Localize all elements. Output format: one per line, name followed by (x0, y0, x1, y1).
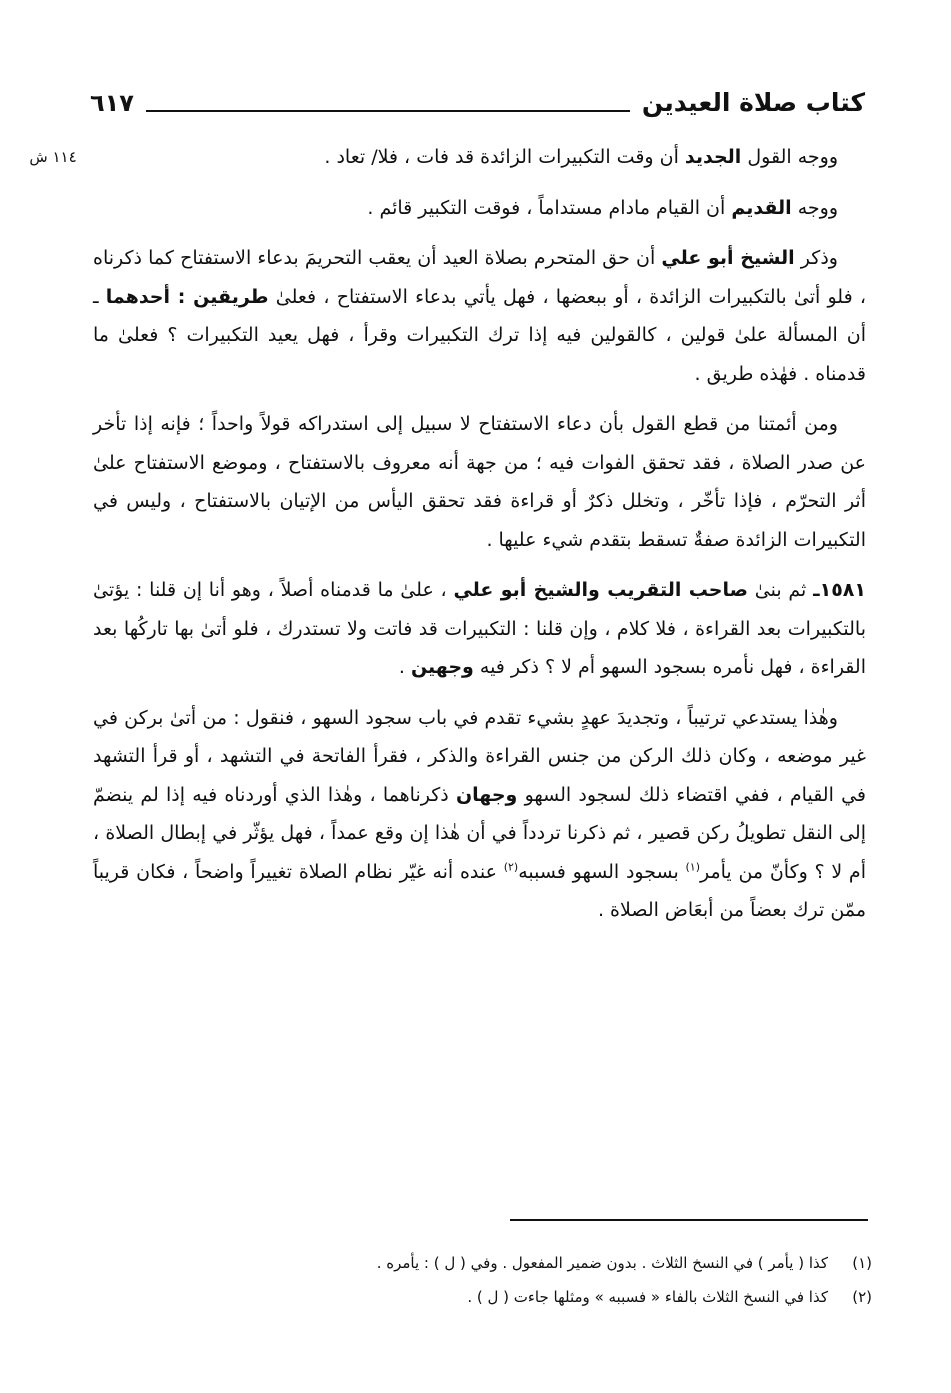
bold-term: القديم (731, 196, 792, 219)
header-rule (146, 110, 630, 112)
margin-note: ١١٤ ش (29, 148, 77, 166)
footnote-number: (٢) (852, 1288, 872, 1306)
footnote (150, 1280, 872, 1314)
text-run: . (398, 656, 411, 678)
text-run: ، علىٰ ما قدمناه أصلاً ، وهو أنا إن قلنا : يؤتىٰ بالتكبيرات بعد القراءة ، فلا كلام ، وإن قلنا : التكبيرات قد فاتت ولا تستدرك ، فلو أتىٰ بها تاركُها بعد القراءة ، فهل نأمره بسجود السهو أم لا ؟ ذكر فيه (93, 579, 866, 678)
footnote-number: (١) (852, 1254, 872, 1272)
main-text (93, 138, 866, 942)
paragraph (93, 699, 866, 930)
text-run: ثم بنىٰ (748, 579, 814, 601)
paragraph (93, 405, 866, 559)
text-run: عنده أنه غيّر نظام الصلاة تغييراً واضحاً ، فكان قريباً ممّن ترك بعضاً من أبعَاض الصلاة . (93, 860, 866, 921)
footnote (150, 1246, 872, 1280)
footnote-marker: (٢) (503, 860, 519, 874)
footnote-marker: (١) (685, 860, 700, 874)
text-run: وذكر (794, 247, 838, 269)
bold-term: ١٥٨١ـ (813, 579, 866, 601)
paragraph (93, 571, 866, 687)
text-run: أن القيام مادام مستداماً ، فوقت التكبير قائم . (367, 196, 732, 219)
running-title: كتاب صلاة العيدين (641, 88, 865, 117)
bold-term: وجهين (410, 656, 474, 678)
bold-term: الشيخ أبو علي (661, 247, 795, 269)
paragraph (93, 239, 866, 393)
bold-term: طريقين : أحدهما (105, 285, 269, 308)
page-header (90, 78, 865, 118)
text-run: ومن أئمتنا من قطع القول بأن دعاء الاستفتاح لا سبيل إلى استدراكه قولاً واحداً ؛ فإنه إذا تأخر عن صدر الصلاة ، فقد تحقق الفوات فيه ؛ من جهة أنه معروف بالاستفتاح ، وموضع الاستفتاح علىٰ أثر التحرّم ، فإذا تأخّر ، وتخلل ذكرٌ أو قراءة فقد تحقق اليأس من الإتيان بالاستفتاح ، وليس في التكبيرات الزائدة صفةٌ تسقط بتقدم شيء عليها . (93, 413, 866, 551)
text-run: ووجه (791, 196, 838, 219)
text-run: بسجود السهو فسببه (518, 860, 686, 883)
page-number: ٦١٧ (90, 89, 134, 117)
text-run: ـ أن المسألة علىٰ قولين ، كالقولين فيه إذا ترك التكبيرات وقرأ ، فهل يعيد التكبيرات ؟ فعلىٰ ما قدمناه . فهٰذه طريق . (93, 285, 866, 385)
footnote-rule (510, 1219, 868, 1221)
paragraph (93, 189, 866, 228)
text-run: أن حق المتحرم بصلاة العيد أن يعقب التحريمَ بدعاء الاستفتاح كما ذكرناه ، فلو أتىٰ بالتكبيرات الزائدة ، أو ببعضها ، فهل يأتي بدعاء الاستفتاح ، فعلىٰ (93, 247, 867, 308)
footnote-text: كذا في النسخ الثلاث بالفاء « فسببه » ومثلها جاءت ( ل ) . (467, 1288, 828, 1306)
text-run: وهٰذا يستدعي ترتيباً ، وتجديدَ عهدٍ بشيء تقدم في باب سجود السهو ، فنقول : من أتىٰ بركن في غير موضعه ، وكان ذلك الركن من جنس القراءة والذكر ، فقرأ الفاتحة في التشهد ، أو قرأ التشهد في القيام ، ففي اقتضاء ذلك لسجود السهو (93, 706, 866, 806)
footnotes (150, 1246, 872, 1314)
paragraph (93, 138, 866, 177)
text-run: ذكرناهما ، وهٰذا الذي أوردناه فيه إذا لم ينضمّ إلى النقل تطويلُ ركن قصير ، ثم ذكرنا تردداً في أن هٰذا إن وقع عمداً ، فهل يؤثّر في إبطال الصلاة ، أم لا ؟ وكأنّ من يأمر (93, 783, 866, 883)
footnote-text: كذا ( يأمر ) في النسخ الثلاث . بدون ضمير المفعول . وفي ( ل ) : يأمره . (376, 1254, 828, 1272)
bold-term: الجديد (684, 146, 742, 168)
text-run: ووجه القول (741, 146, 838, 168)
text-run: أن وقت التكبيرات الزائدة قد فات ، فلا/ تعاد . (324, 146, 685, 168)
bold-term: صاحب التقريب والشيخ أبو علي (453, 579, 748, 601)
bold-term: وجهان (455, 783, 518, 806)
